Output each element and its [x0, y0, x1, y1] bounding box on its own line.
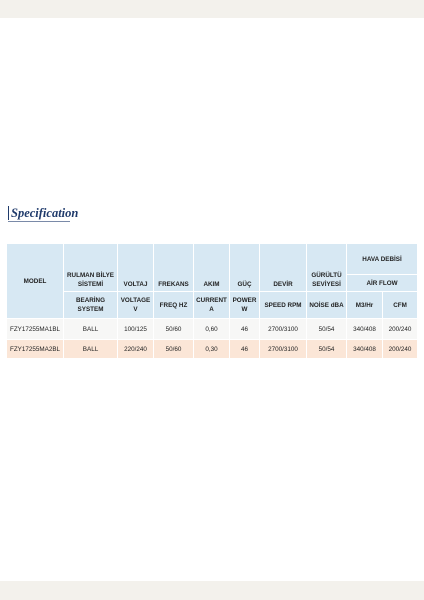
cell-voltage: 220/240: [118, 340, 154, 359]
title-underline: [8, 221, 70, 222]
header-m3hr: M3/Hr: [347, 292, 383, 319]
cell-model: FZY17255MA1BL: [7, 319, 64, 340]
header-noise-en: NOİSE dBA: [307, 292, 347, 319]
header-row-en: [7, 292, 418, 319]
cell-m3hr: 340/408: [347, 319, 383, 340]
cell-speed: 2700/3100: [260, 340, 307, 359]
cell-power: 46: [230, 319, 260, 340]
cell-bearing: BALL: [64, 340, 118, 359]
header-model: MODEL: [7, 244, 64, 319]
cell-model: FZY17255MA2BL: [7, 340, 64, 359]
cell-cfm: 200/240: [383, 340, 418, 359]
header-power-en: POWER W: [230, 292, 260, 319]
header-speed-en: SPEED RPM: [260, 292, 307, 319]
cell-power: 46: [230, 340, 260, 359]
specification-table: [6, 243, 418, 359]
header-row-tr: [7, 244, 418, 275]
header-bearing-tr: RULMAN BİLYE SİSTEMİ: [64, 244, 118, 292]
table-row: [7, 319, 418, 340]
cell-speed: 2700/3100: [260, 319, 307, 340]
section-title: Specification: [8, 206, 78, 220]
header-current-en: CURRENT A: [194, 292, 230, 319]
header-speed-tr: DEVİR: [260, 244, 307, 292]
cell-current: 0,60: [194, 319, 230, 340]
header-cfm: CFM: [383, 292, 418, 319]
table-row: [7, 340, 418, 359]
header-frequency-en: FREQ HZ: [154, 292, 194, 319]
header-current-tr: AKIM: [194, 244, 230, 292]
header-noise-tr: GÜRÜLTÜ SEVİYESİ: [307, 244, 347, 292]
cell-m3hr: 340/408: [347, 340, 383, 359]
cell-bearing: BALL: [64, 319, 118, 340]
header-voltage-tr: VOLTAJ: [118, 244, 154, 292]
cell-frequency: 50/60: [154, 340, 194, 359]
header-bearing-en: BEARİNG SYSTEM: [64, 292, 118, 319]
header-frequency-tr: FREKANS: [154, 244, 194, 292]
cell-frequency: 50/60: [154, 319, 194, 340]
header-voltage-en: VOLTAGE V: [118, 292, 154, 319]
header-power-tr: GÜÇ: [230, 244, 260, 292]
cell-current: 0,30: [194, 340, 230, 359]
header-airflow-tr: HAVA DEBİSİ: [347, 244, 418, 275]
cell-voltage: 100/125: [118, 319, 154, 340]
header-airflow-en: AİR FLOW: [347, 275, 418, 292]
cell-noise: 50/54: [307, 340, 347, 359]
cell-noise: 50/54: [307, 319, 347, 340]
cell-cfm: 200/240: [383, 319, 418, 340]
